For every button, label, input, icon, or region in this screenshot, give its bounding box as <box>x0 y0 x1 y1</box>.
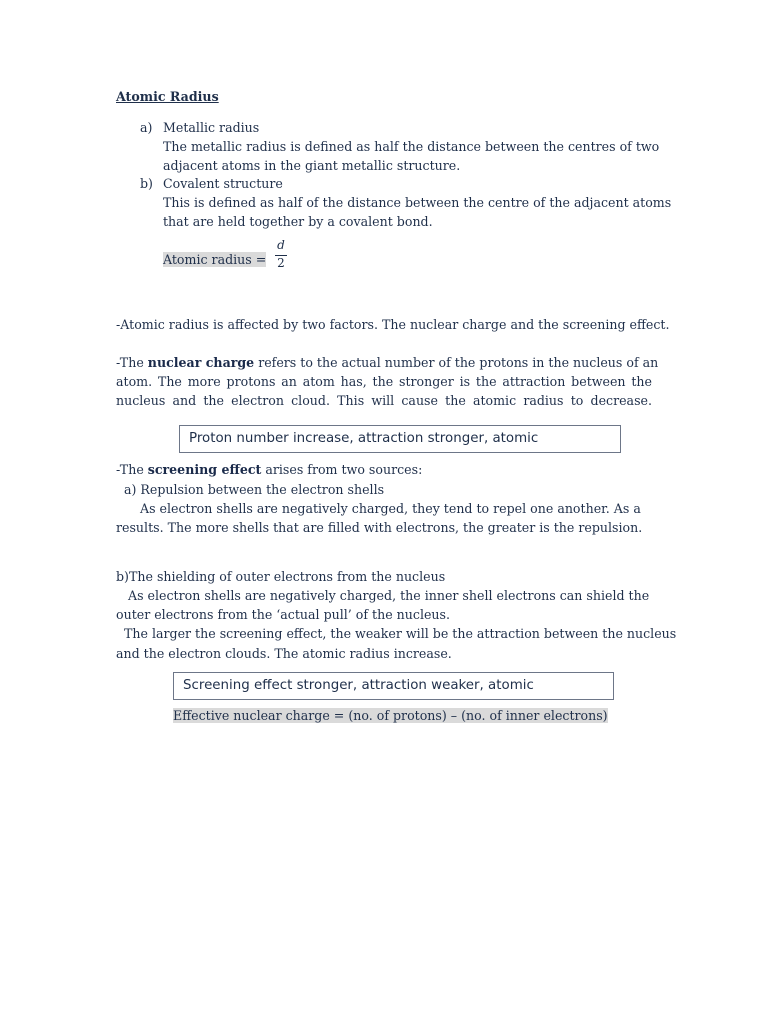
screening-effect-textbox: Screening effect stronger, attraction weaker, atomic <box>173 672 614 700</box>
nuclear-rest: refers to the actual number of the protons in the nucleus of an <box>254 355 659 370</box>
shielding-heading: b)The shielding of outer electrons from the nucleus <box>116 569 446 584</box>
formula-numerator: d <box>277 238 285 252</box>
repulsion-line-2: results. The more shells that are filled with electrons, the greater is the repulsion. <box>116 520 643 535</box>
nuclear-charge-line-2: atom. The more protons an atom has, the stronger is the attraction between the <box>116 374 652 389</box>
formula-label: Atomic radius = <box>163 252 267 267</box>
metallic-radius-heading: Metallic radius <box>163 120 260 135</box>
atomic-radius-formula <box>163 250 266 269</box>
screening-effect-intro <box>116 460 422 479</box>
screening-prefix: -The <box>116 462 148 477</box>
list-marker-b: b) <box>140 176 153 191</box>
nuclear-charge-term: nuclear charge <box>147 355 255 370</box>
screening-effect-term: screening effect <box>147 462 262 477</box>
list-marker-a: a) <box>140 120 153 135</box>
nuclear-charge-line-1 <box>116 353 659 372</box>
covalent-structure-heading: Covalent structure <box>163 176 283 191</box>
shielding-line-3: The larger the screening effect, the weaker will be the attraction between the nucleus <box>124 626 677 641</box>
repulsion-heading: a) Repulsion between the electron shells <box>124 482 385 497</box>
repulsion-line-1: As electron shells are negatively charged, they tend to repel one another. As a <box>140 501 641 516</box>
page-title: Atomic Radius <box>116 89 219 104</box>
factors-line: -Atomic radius is affected by two factors. The nuclear charge and the screening effect. <box>116 317 670 332</box>
nuclear-charge-line-3: nucleus and the electron cloud. This will cause the atomic radius to decrease. <box>116 393 652 408</box>
metallic-radius-line-1: The metallic radius is defined as half the distance between the centres of two <box>163 139 660 154</box>
covalent-line-2: that are held together by a covalent bond. <box>163 214 433 229</box>
shielding-line-2: outer electrons from the ‘actual pull’ of the nucleus. <box>116 607 451 622</box>
shielding-line-4: and the electron clouds. The atomic radius increase. <box>116 646 452 661</box>
effective-charge-text: Effective nuclear charge = (no. of protons) – (no. of inner electrons) <box>173 708 608 723</box>
nuclear-prefix: -The <box>116 355 148 370</box>
effective-nuclear-charge <box>173 706 608 725</box>
screening-rest: arises from two sources: <box>261 462 423 477</box>
proton-number-textbox: Proton number increase, attraction stronger, atomic <box>179 425 621 453</box>
metallic-radius-line-2: adjacent atoms in the giant metallic structure. <box>163 158 461 173</box>
formula-denominator: 2 <box>277 256 285 270</box>
shielding-line-1: As electron shells are negatively charged, the inner shell electrons can shield the <box>128 588 650 603</box>
covalent-line-1: This is defined as half of the distance between the centre of the adjacent atoms <box>163 195 672 210</box>
